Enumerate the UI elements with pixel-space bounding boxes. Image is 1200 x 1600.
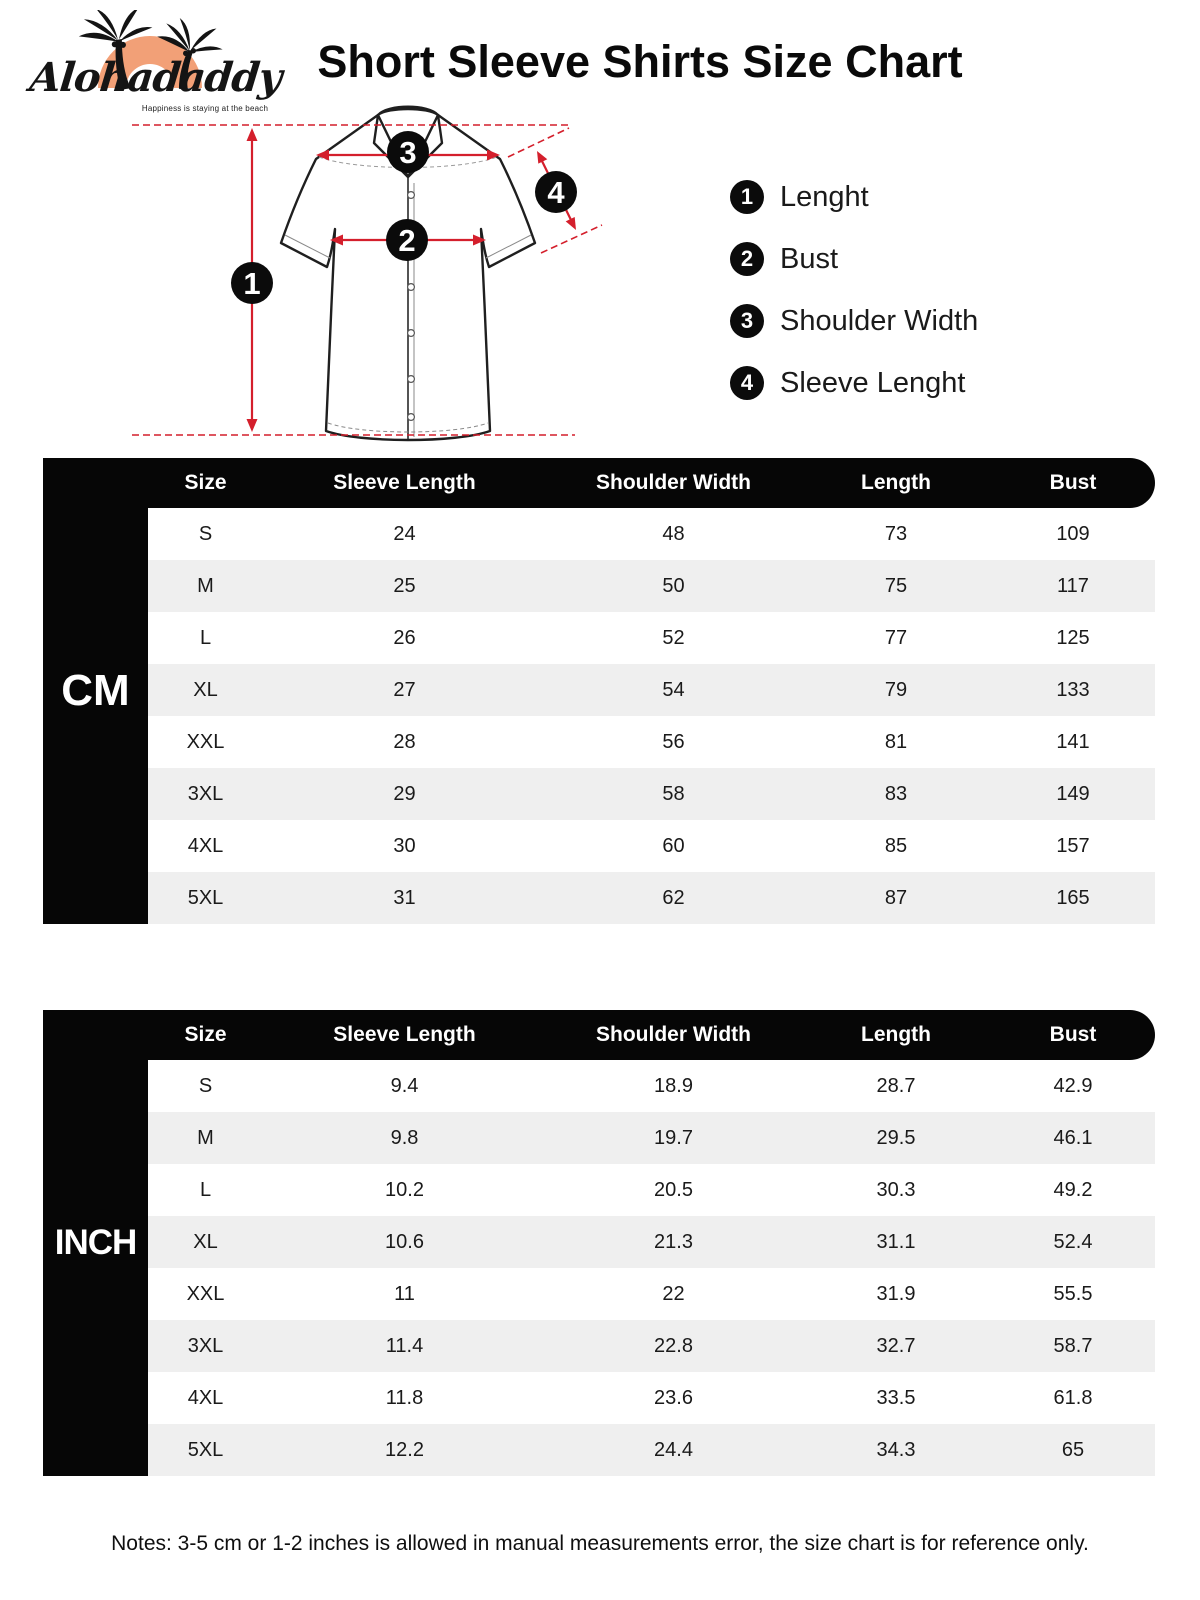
table-cell: 11	[394, 1282, 415, 1305]
size-table-inch	[43, 1010, 1155, 1476]
table-cell: 18.9	[654, 1074, 693, 1097]
table-cell: 75	[884, 574, 908, 597]
table-cell: 20.5	[654, 1178, 693, 1201]
table-row	[148, 1372, 1155, 1424]
column-header: Bust	[1049, 1023, 1097, 1046]
unit-label-cm: CM	[61, 666, 130, 715]
legend-badge-2: 2	[730, 242, 764, 276]
table-cell: XL	[193, 1230, 218, 1253]
table-row	[148, 1112, 1155, 1164]
unit-rail-cm	[43, 458, 148, 924]
table-row	[148, 508, 1155, 560]
table-cell: 62	[662, 886, 685, 909]
table-header	[43, 458, 1155, 508]
unit-label-inch: INCH	[54, 1223, 137, 1262]
table-cell: 141	[1056, 730, 1090, 753]
legend-badge-1: 1	[730, 180, 764, 214]
table-row	[148, 716, 1155, 768]
table-row	[148, 1216, 1155, 1268]
table-row	[148, 1060, 1155, 1112]
table-cell: 28	[393, 730, 416, 753]
table-cell: 19.7	[654, 1126, 693, 1149]
table-cell: 12.2	[385, 1438, 424, 1461]
legend-item-sleeve-length	[730, 364, 1150, 402]
table-cell: 27	[393, 678, 416, 701]
table-cell: 30.3	[876, 1178, 916, 1201]
table-cell: XXL	[186, 730, 225, 753]
table-cell: 10.2	[385, 1178, 424, 1201]
table-row	[148, 560, 1155, 612]
table-cell: 23.6	[654, 1386, 693, 1409]
table-cell: XXL	[186, 1282, 225, 1305]
table-cell: 31.1	[876, 1230, 916, 1253]
table-cell: 109	[1056, 522, 1090, 545]
table-cell: 48	[662, 522, 685, 545]
table-cell: 10.6	[385, 1230, 424, 1253]
table-cell: 33.5	[876, 1386, 916, 1409]
table-row	[148, 768, 1155, 820]
table-cell: 117	[1057, 574, 1089, 597]
legend-label: Shoulder Width	[780, 304, 979, 337]
legend-badge-3: 3	[730, 304, 764, 338]
legend-item-shoulder-width	[730, 302, 1150, 340]
table-cell: 11.8	[385, 1386, 424, 1409]
table-cell: L	[199, 626, 212, 649]
table-cell: 49.2	[1053, 1178, 1093, 1201]
table-cell: 46.1	[1053, 1126, 1093, 1149]
table-cell: M	[197, 1126, 214, 1149]
table-cell: 21.3	[654, 1230, 693, 1253]
table-cell: 29.5	[876, 1126, 916, 1149]
column-header: Shoulder Width	[596, 1023, 751, 1046]
table-rows	[148, 508, 1155, 924]
table-row	[148, 612, 1155, 664]
table-cell: 11.4	[385, 1334, 424, 1357]
table-cell: 32.7	[876, 1334, 916, 1357]
brand-tagline: Happiness is staying at the beach	[141, 104, 269, 113]
table-cell: 165	[1056, 886, 1090, 909]
table-cell: 31.9	[876, 1282, 916, 1305]
table-cell: S	[198, 1074, 213, 1097]
table-cell: 3XL	[187, 782, 224, 805]
table-cell: 149	[1056, 782, 1090, 805]
table-cell: 24.4	[654, 1438, 693, 1461]
table-cell: 28.7	[876, 1074, 916, 1097]
table-cell: 125	[1056, 626, 1090, 649]
table-cell: 4XL	[187, 1386, 224, 1409]
table-cell: 52	[662, 626, 685, 649]
table-cell: 26	[393, 626, 416, 649]
table-cell: 9.8	[390, 1126, 419, 1149]
column-header: Sleeve Length	[333, 471, 476, 494]
table-cell: 24	[393, 522, 416, 545]
table-row	[148, 1424, 1155, 1476]
legend-item-bust	[730, 240, 1150, 278]
table-cell: 157	[1056, 834, 1090, 857]
table-cell: 25	[393, 574, 416, 597]
table-cell: 42.9	[1053, 1074, 1093, 1097]
table-cell: S	[198, 522, 213, 545]
table-cell: 3XL	[187, 1334, 224, 1357]
table-cell: 4XL	[187, 834, 224, 857]
table-row	[148, 820, 1155, 872]
table-cell: 73	[884, 522, 908, 545]
legend-item-length	[730, 178, 1150, 216]
table-row	[148, 1320, 1155, 1372]
table-header	[43, 1010, 1155, 1060]
table-cell: 61.8	[1053, 1386, 1093, 1409]
column-header: Sleeve Length	[333, 1023, 476, 1046]
table-cell: XL	[193, 678, 218, 701]
table-cell: 34.3	[876, 1438, 916, 1461]
table-cell: 5XL	[187, 1438, 224, 1461]
table-cell: 22.8	[654, 1334, 693, 1357]
badge-1: 1	[243, 266, 261, 301]
table-cell: 56	[662, 730, 685, 753]
table-cell: 52.4	[1053, 1230, 1093, 1253]
page-title: Short Sleeve Shirts Size Chart	[317, 36, 963, 87]
size-table-cm	[43, 458, 1155, 924]
table-row	[148, 1268, 1155, 1320]
legend-label: Sleeve Lenght	[780, 366, 966, 399]
table-cell: M	[197, 574, 214, 597]
column-header: Length	[861, 1023, 931, 1046]
table-cell: 55.5	[1053, 1282, 1093, 1305]
measurement-legend	[730, 178, 1150, 426]
column-header: Length	[861, 471, 931, 494]
table-cell: 54	[662, 678, 685, 701]
table-cell: 85	[884, 834, 908, 857]
table-row	[148, 872, 1155, 924]
table-cell: 5XL	[187, 886, 224, 909]
table-row	[148, 664, 1155, 716]
legend-badge-4: 4	[730, 366, 764, 400]
column-header: Size	[184, 1023, 227, 1046]
unit-rail-inch	[43, 1010, 148, 1476]
table-cell: 133	[1056, 678, 1090, 701]
table-row	[148, 1164, 1155, 1216]
table-cell: 9.4	[390, 1074, 419, 1097]
column-header: Size	[184, 471, 227, 494]
column-header: Bust	[1049, 471, 1097, 494]
table-cell: 30	[393, 834, 416, 857]
table-cell: 22	[662, 1282, 685, 1305]
table-cell: 58.7	[1053, 1334, 1093, 1357]
table-cell: L	[199, 1178, 212, 1201]
badge-4: 4	[547, 175, 565, 210]
table-cell: 29	[393, 782, 416, 805]
badge-2: 2	[398, 223, 416, 258]
table-cell: 77	[884, 626, 908, 649]
badge-3: 3	[399, 135, 417, 170]
table-cell: 87	[884, 886, 908, 909]
table-cell: 58	[662, 782, 685, 805]
table-cell: 60	[662, 834, 685, 857]
table-cell: 50	[662, 574, 685, 597]
column-header: Shoulder Width	[596, 471, 751, 494]
table-cell: 31	[393, 886, 416, 909]
footnote: Notes: 3-5 cm or 1-2 inches is allowed in manual measurements error, the size chart is for reference only.	[111, 1532, 1089, 1555]
table-cell: 81	[884, 730, 908, 753]
shirt-measurement-diagram	[120, 95, 620, 455]
legend-label: Lenght	[780, 180, 869, 213]
brand-name: Alohadaddy	[27, 54, 284, 101]
table-cell: 79	[884, 678, 908, 701]
table-cell: 83	[884, 782, 908, 805]
table-rows	[148, 1060, 1155, 1476]
legend-label: Bust	[780, 242, 839, 275]
table-cell: 65	[1061, 1438, 1085, 1461]
